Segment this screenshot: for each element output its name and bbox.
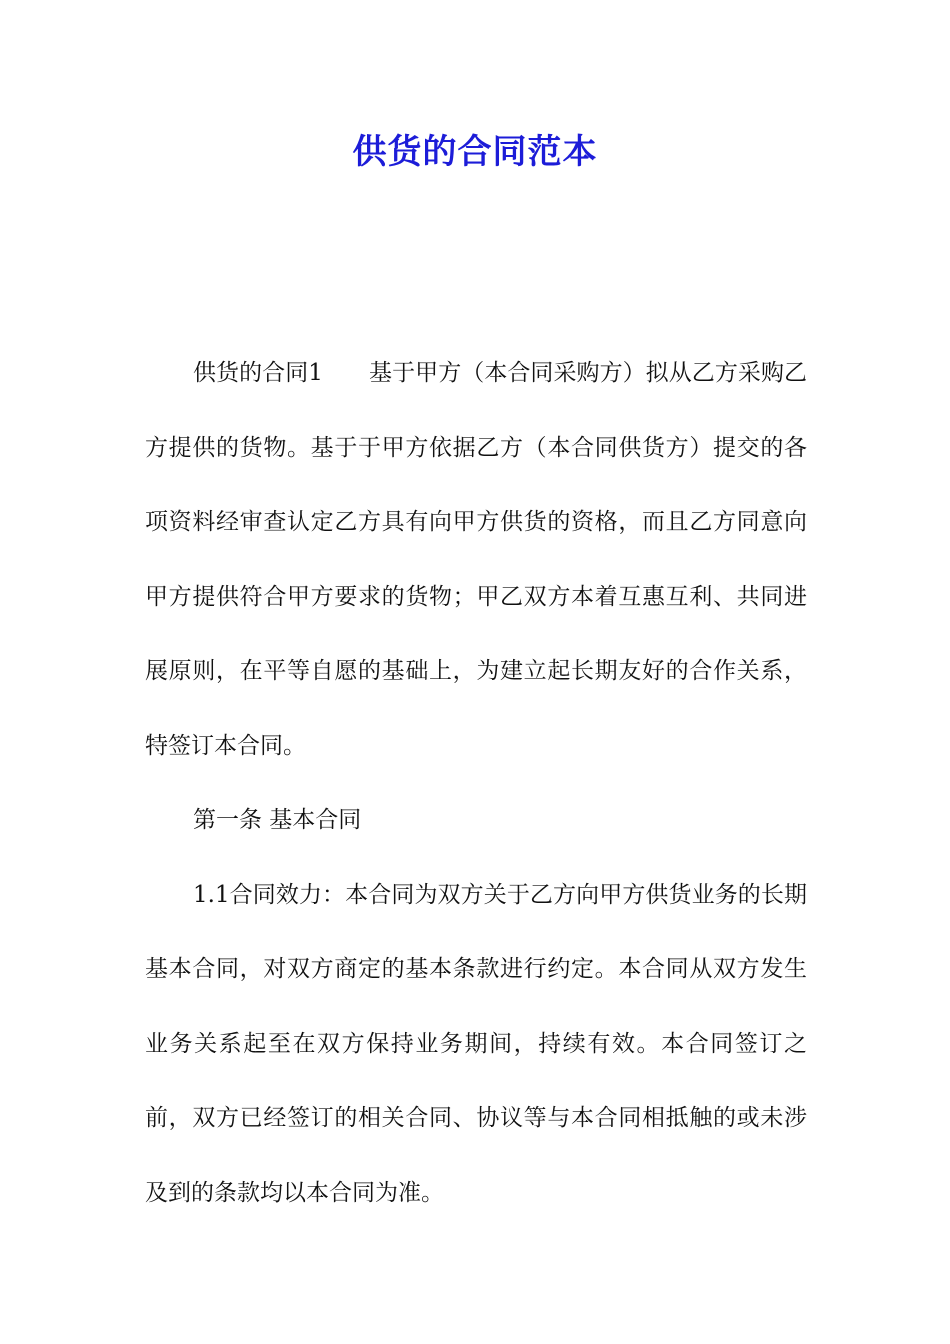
paragraph-article-1-heading: 第一条 基本合同 bbox=[193, 807, 362, 833]
document-title: 供货的合同范本 bbox=[352, 132, 598, 172]
paragraph-clause-1-1: 1.1合同效力：本合同为双方关于乙方向甲方供货业务的长期基本合同，对双方商定的基本条款进行约定。本合同从双方发生业务关系起至在双方保持业务期间，持续有效。本合同签订之前，双方已经签订的相关合同、协议等与本合同相抵触的或未涉及到的条款均以本合同为准。 bbox=[145, 881, 807, 1206]
document-body bbox=[145, 336, 807, 1230]
paragraph-intro: 供货的合同1 基于甲方（本合同采购方）拟从乙方采购乙方提供的货物。基于于甲方依据乙方（本合同供货方）提交的各项资料经审查认定乙方具有向甲方供货的资格，而且乙方同意向甲方提供符合甲方要求的货物；甲乙双方本着互惠互利、共同进展原则，在平等自愿的基础上，为建立起长期友好的合作关系，特签订本合同。 bbox=[145, 360, 807, 759]
